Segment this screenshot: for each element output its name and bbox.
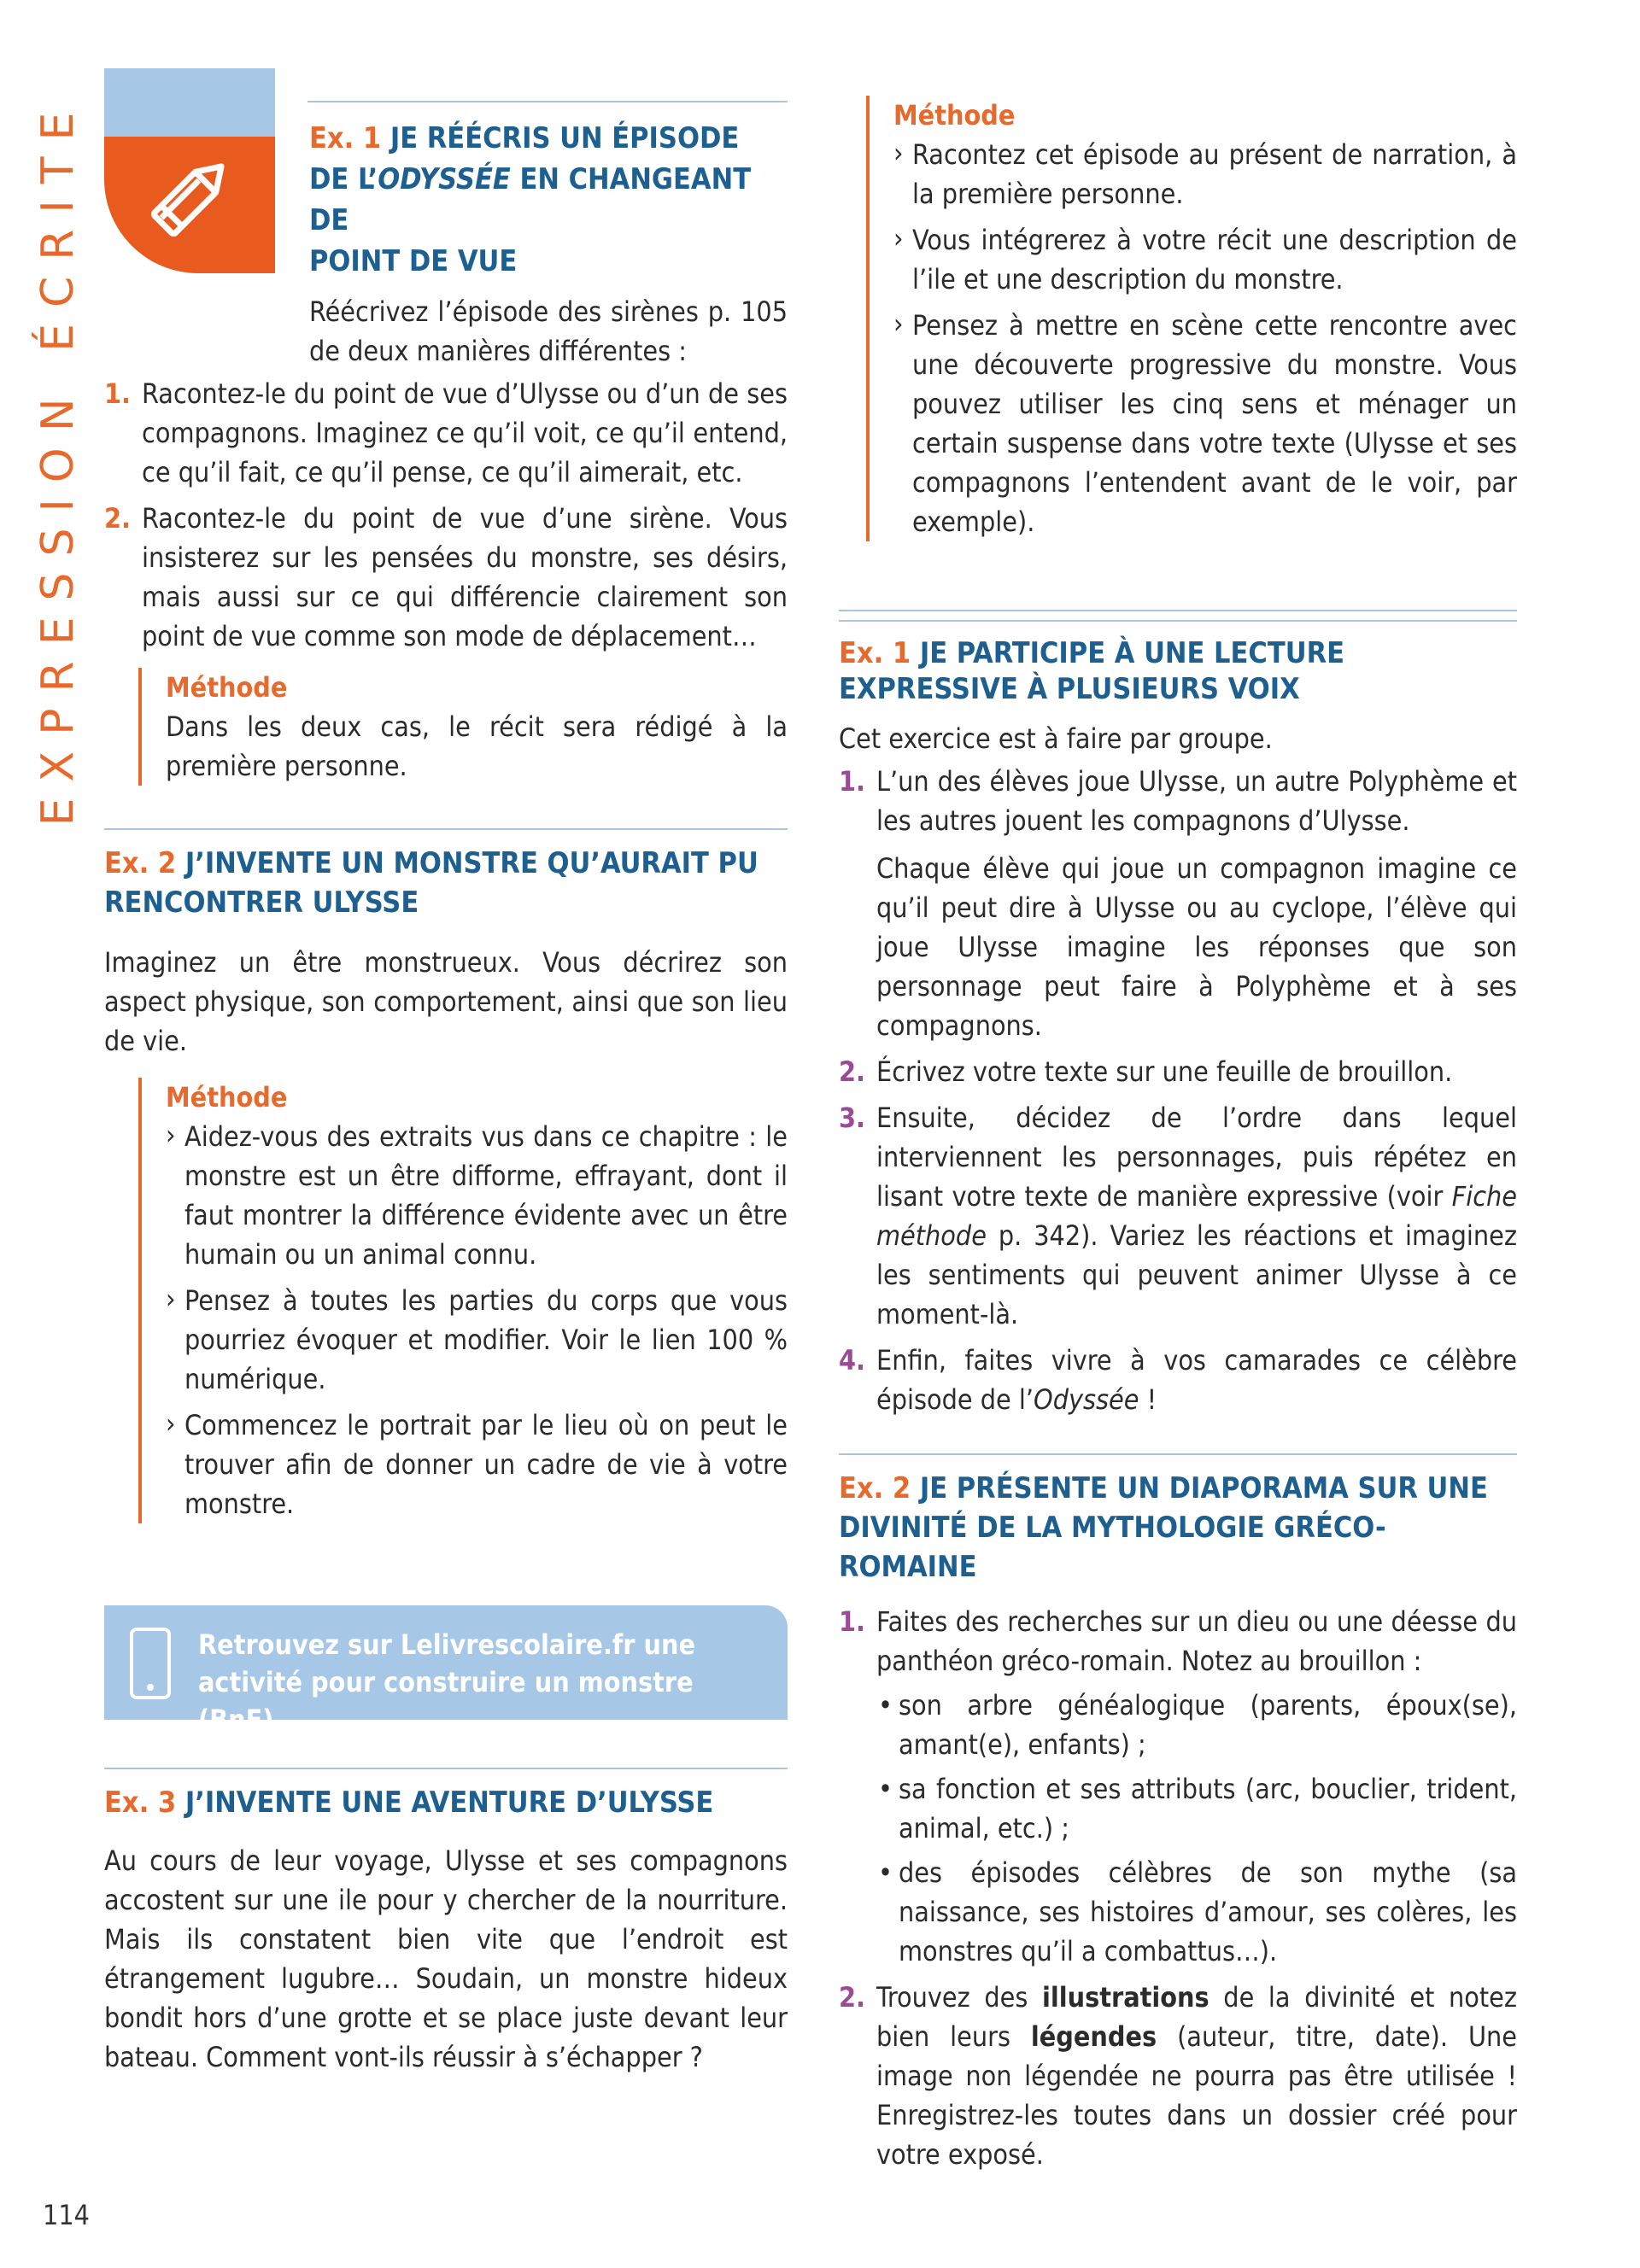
exercise-label: Ex. 1 — [309, 121, 382, 155]
exercise-1-intro: Réécrivez l’épisode des sirènes p. 105 de deux manières différentes : — [309, 295, 788, 367]
item-text: Ensuite, décidez de l’ordre dans lequel interviennent les personnages, puis répétez en lisant votre texte de manière expressive (voir — [876, 1102, 1517, 1213]
list-item — [839, 1602, 1517, 1971]
callout-text: Retrouvez sur Lelivrescolaire.fr une activité pour construire un monstre (BnF). — [198, 1628, 696, 1736]
list-item — [104, 374, 788, 492]
item-text: de la divinité et notez bien leurs — [876, 1981, 1518, 2053]
item-number: 2. — [839, 1981, 865, 2014]
item-text: (auteur, titre, date). Une image non légendée ne pourra pas être utilisée ! Enregistrez-les toutes dans un dossier créé pour votre exposé. — [876, 2020, 1518, 2171]
method-item: › Pensez à toutes les parties du corps que vous pourriez évoquer et modifier. Voir le lien 100 % numérique. — [166, 1281, 788, 1399]
item-number: 4. — [839, 1344, 865, 1377]
divider — [308, 101, 788, 102]
method-item: › Vous intégrerez à votre récit une description de l’ile et une description du monstre. — [893, 220, 1517, 299]
exercise-3-title — [104, 1783, 788, 1822]
exercise-2-title — [104, 844, 770, 922]
oral-exercise-2-list — [839, 1602, 1517, 2174]
item-number: 2. — [839, 1055, 865, 1088]
item-text: Faites des recherches sur un dieu ou une déesse du panthéon gréco-romain. Notez au brouillon : — [876, 1605, 1517, 1677]
item-number: 1. — [839, 765, 865, 798]
exercise-label: Ex. 1 — [839, 636, 911, 670]
title-text: JE PRÉSENTE UN DIAPORAMA SUR UNE DIVINITÉ DE LA MYTHOLOGIE GRÉCO-ROMAINE — [839, 1471, 1488, 1584]
smartphone-icon — [130, 1628, 171, 1699]
list-item — [104, 499, 788, 656]
method-title: Méthode — [166, 671, 288, 704]
exercise-2-oral — [839, 1453, 1517, 2174]
method-item: › Pensez à mettre en scène cette rencontre avec une découverte progressive du monstre. Vous pouvez utiliser les cinq sens et ménager un certain suspense dans votre texte (Ulysse et ses compagnons l’entendent avant de le voir, par exemple). — [893, 306, 1517, 541]
page-number: 114 — [43, 2199, 90, 2231]
method-title: Méthode — [166, 1081, 288, 1114]
method-text: Dans les deux cas, le récit sera rédigé à la première personne. — [166, 710, 788, 782]
title-line: DE L’ — [309, 162, 378, 196]
right-column — [839, 96, 1517, 2181]
bullet-item: • son arbre généalogique (parents, époux(se), amant(e), enfants) ; — [876, 1686, 1517, 1764]
online-activity-callout[interactable] — [104, 1605, 788, 1736]
bullet-item: • des épisodes célèbres de son mythe (sa naissance, ses histoires d’amour, ses colères, les monstres qu’il a combattus…). — [876, 1853, 1517, 1971]
title-text: JE PARTICIPE À UNE LECTURE EXPRESSIVE À PLUSIEURS VOIX — [839, 636, 1345, 706]
list-item — [839, 762, 1517, 1045]
bullet-item: • sa fonction et ses attributs (arc, bouclier, trident, animal, etc.) ; — [876, 1769, 1517, 1848]
exercise-1-list — [104, 374, 788, 656]
item-text: Enfin, faites vivre à vos camarades ce célèbre épisode de l’ — [876, 1344, 1517, 1416]
method-item: › Aidez-vous des extraits vus dans ce chapitre : le monstre est un être difforme, effrayant, dont il faut montrer la différence évidente avec un être humain ou un animal connu. — [166, 1117, 788, 1274]
item-text: L’un des élèves joue Ulysse, un autre Polyphème et les autres jouent les compagnons d’Ulysse. — [876, 765, 1517, 837]
exercise-1-oral — [839, 610, 1517, 1419]
item-italic: Fiche méthode — [876, 1180, 1517, 1252]
exercise-2-writing — [104, 828, 788, 1523]
item-number: 2. — [104, 502, 131, 535]
oral-exercise-1-intro: Cet exercice est à faire par groupe. — [839, 722, 1273, 755]
double-divider — [839, 610, 1517, 622]
title-line: POINT DE VUE — [309, 244, 518, 278]
title-line: EN CHANGEANT DE — [309, 162, 752, 237]
item-bold: illustrations — [1042, 1981, 1210, 2014]
item-text: ! — [1139, 1383, 1157, 1416]
oral-exercise-1-list — [839, 762, 1517, 1419]
left-column — [104, 101, 788, 1530]
exercise-1-writing — [104, 101, 788, 786]
exercise-3-text: Au cours de leur voyage, Ulysse et ses compagnons accostent sur une ile pour y chercher de la nourriture. Mais ils constatent bien vite que l’endroit est étrangement lugubre… Soudain, un monstre hideux bondit hors d’une grotte et se place juste devant leur bateau. Comment vont-ils réussir à s’échapper ? — [104, 1844, 788, 2073]
exercise-label: Ex. 2 — [839, 1471, 911, 1505]
item-number: 1. — [104, 377, 131, 410]
method-box — [138, 668, 788, 786]
item-bold: légendes — [1030, 2020, 1157, 2053]
list-item — [839, 1052, 1517, 1091]
title-text: J’INVENTE UNE AVENTURE D’ULYSSE — [184, 1786, 714, 1820]
list-item — [839, 1098, 1517, 1334]
method-item: › Racontez cet épisode au présent de narration, à la première personne. — [893, 135, 1517, 213]
item-text: Écrivez votre texte sur une feuille de brouillon. — [876, 1055, 1453, 1088]
oral-exercise-1-title — [839, 635, 1517, 707]
oral-exercise-2-title — [839, 1469, 1517, 1587]
item-text: Trouvez des — [876, 1981, 1042, 2014]
item-text: Racontez-le du point de vue d’Ulysse ou d’un de ses compagnons. Imaginez ce qu’il voit, ce qu’il entend, ce qu’il fait, ce qu’il pense, ce qu’il aimerait, etc. — [142, 377, 788, 488]
section-side-title — [32, 51, 84, 871]
side-title-text: EXPRESSION ÉCRITE — [32, 96, 84, 827]
item-text: p. 342). Variez les réactions et imaginez les sentiments qui peuvent animer Ulysse à ce moment-là. — [876, 1219, 1517, 1330]
exercise-label: Ex. 2 — [104, 846, 177, 880]
item-text: Racontez-le du point de vue d’une sirène. Vous insisterez sur les pensées du monstre, ses désirs, mais aussi sur ce qui différencie clairement son point de vue comme son mode de déplacement… — [142, 502, 788, 652]
method-box — [138, 1078, 788, 1523]
divider — [839, 1453, 1517, 1455]
method-box — [866, 96, 1517, 541]
exercise-2-intro: Imaginez un être monstrueux. Vous décrirez son aspect physique, son comportement, ainsi que son lieu de vie. — [104, 946, 788, 1057]
title-text: J’INVENTE UN MONSTRE QU’AURAIT PU RENCONTRER ULYSSE — [104, 846, 758, 920]
list-item — [839, 1341, 1517, 1419]
list-item — [839, 1978, 1517, 2174]
bullet-list — [876, 1686, 1517, 1971]
item-text-paragraph: Chaque élève qui joue un compagnon imagine ce qu’il peut dire à Ulysse ou au cyclope, l’élève qui joue Ulysse imagine les réponses que son personnage peut faire à Polyphème et à ses compagnons. — [876, 852, 1517, 1042]
title-line: JE RÉÉCRIS UN ÉPISODE — [390, 121, 740, 155]
exercise-label: Ex. 3 — [104, 1786, 177, 1820]
divider — [104, 1768, 788, 1769]
item-number: 1. — [839, 1605, 865, 1638]
method-item: › Commencez le portrait par le lieu où on peut le trouver afin de donner un cadre de vie à votre monstre. — [166, 1406, 788, 1523]
divider — [104, 828, 788, 830]
title-italic-word: ODYSSÉE — [378, 162, 511, 196]
item-italic: Odyssée — [1034, 1383, 1139, 1416]
exercise-1-title — [309, 118, 788, 282]
item-number: 3. — [839, 1102, 865, 1134]
method-title: Méthode — [893, 99, 1016, 132]
exercise-3-writing — [104, 1768, 788, 2077]
